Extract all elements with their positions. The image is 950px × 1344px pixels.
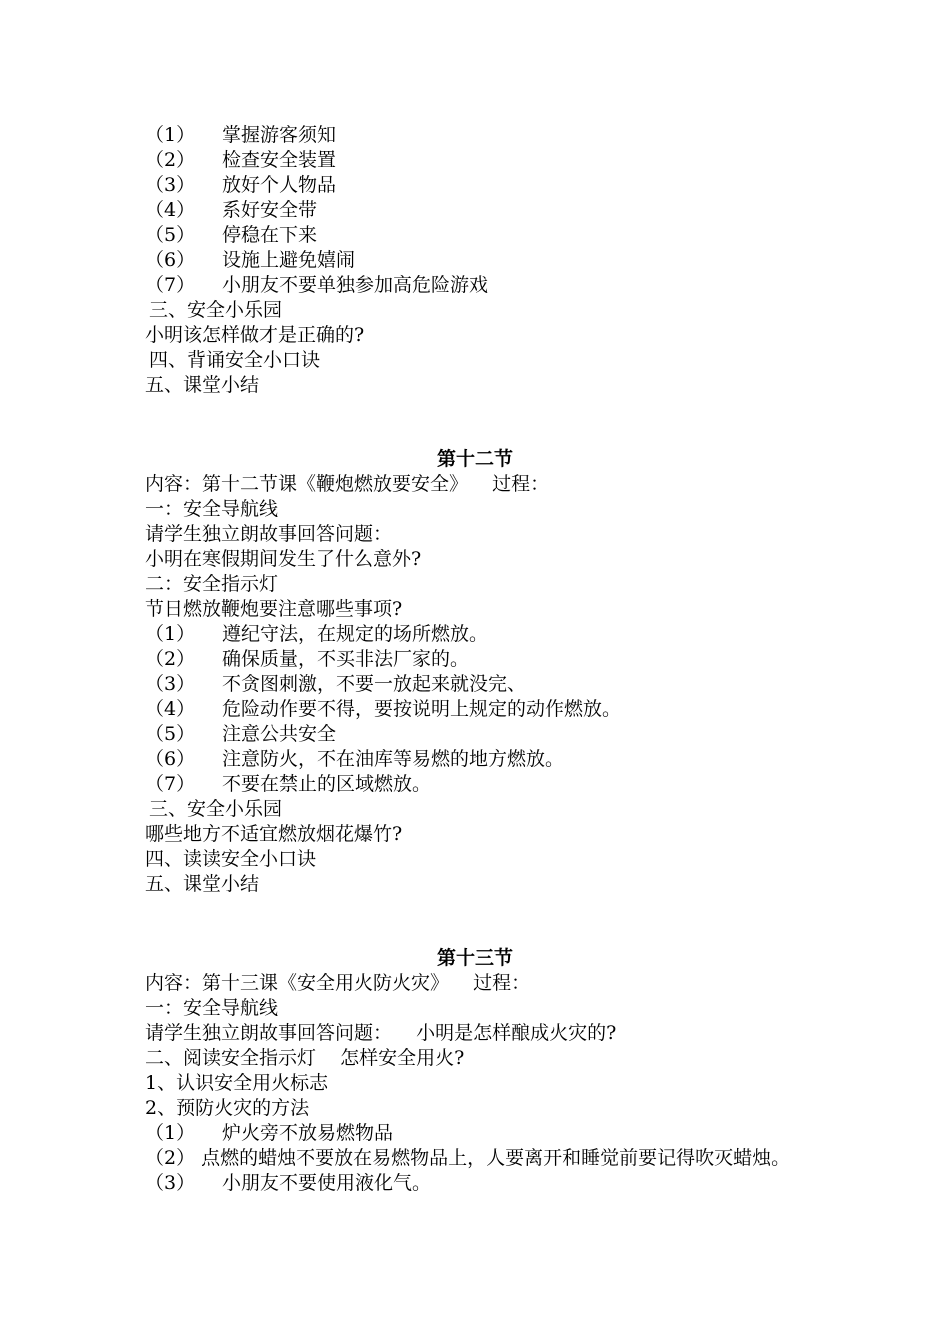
item-text: 检查安全装置: [222, 149, 337, 171]
list-item: [145, 1121, 825, 1146]
item-text: 不要在禁止的区域燃放。: [222, 773, 432, 795]
item-text: 注意防火，不在油库等易燃的地方燃放。: [222, 748, 565, 770]
item-text: 停稳在下来: [222, 224, 318, 246]
item-number: （6）: [145, 748, 196, 770]
list-item: [145, 248, 825, 273]
list-item: [145, 772, 825, 797]
item-number: （1）: [145, 623, 196, 645]
item-number: （7）: [145, 773, 196, 795]
item-number: （3）: [145, 673, 196, 695]
item-text: 掌握游客须知: [222, 124, 337, 146]
part-heading: 四、背诵安全小口诀: [149, 349, 321, 371]
sub-heading: 2、预防火灾的方法: [145, 1097, 310, 1119]
item-number: （4）: [145, 698, 196, 720]
item-number: （3）: [145, 1172, 196, 1194]
part-heading: 三、安全小乐园: [149, 798, 283, 820]
list-item: [145, 747, 825, 772]
item-number: （6）: [145, 249, 196, 271]
item-text: 小朋友不要使用液化气。: [222, 1172, 432, 1194]
document-body: [145, 123, 825, 1196]
item-number: （5）: [145, 723, 196, 745]
list-item-wrapped: （2） 点燃的蜡烛不要放在易燃物品上，人要离开和睡觉前要记得吹灭蜡烛。: [145, 1147, 791, 1169]
list-item: [145, 223, 825, 248]
part-heading: 二、阅读安全指示灯 怎样安全用火?: [145, 1047, 465, 1069]
question-text: 哪些地方不适宜燃放烟花爆竹?: [145, 823, 403, 845]
list-item: [145, 148, 825, 173]
section12: [145, 447, 825, 897]
list-item: [145, 123, 825, 148]
item-text: 注意公共安全: [222, 723, 337, 745]
list-item: [145, 622, 825, 647]
part-heading: 四、读读安全小口诀: [145, 848, 317, 870]
item-number: （3）: [145, 174, 196, 196]
item-number: （2）: [145, 149, 196, 171]
paragraph-text: 请学生独立朗故事回答问题：: [145, 523, 393, 545]
item-text: 危险动作要不得，要按说明上规定的动作燃放。: [222, 698, 622, 720]
item-number: （5）: [145, 224, 196, 246]
content-line: 内容：第十三课《安全用火防火灾》 过程：: [145, 972, 531, 994]
item-text: 不贪图刺激，不要一放起来就没完、: [222, 673, 527, 695]
item-text: 系好安全带: [222, 199, 318, 221]
paragraph-text: 请学生独立朗故事回答问题： 小明是怎样酿成火灾的?: [145, 1022, 617, 1044]
list-item: [145, 697, 825, 722]
part-heading: 一：安全导航线: [145, 997, 279, 1019]
question-text: 节日燃放鞭炮要注意哪些事项?: [145, 598, 403, 620]
section-title: 第十二节: [436, 448, 513, 470]
question-text: 小明在寒假期间发生了什么意外?: [145, 548, 422, 570]
item-number: （1）: [145, 1122, 196, 1144]
list-item: [145, 672, 825, 697]
list-item: [145, 647, 825, 672]
part-heading: 二：安全指示灯: [145, 573, 279, 595]
part-heading: 五、课堂小结: [145, 374, 260, 396]
section-spacer: [145, 398, 825, 447]
sub-heading: 1、认识安全用火标志: [145, 1072, 329, 1094]
section13: [145, 946, 825, 1196]
item-text: 放好个人物品: [222, 174, 337, 196]
question-text: 小明该怎样做才是正确的?: [145, 324, 365, 346]
item-text: 炉火旁不放易燃物品: [222, 1122, 394, 1144]
content-line: 内容：第十二节课《鞭炮燃放要安全》 过程：: [145, 473, 550, 495]
list-item: [145, 1171, 825, 1196]
item-text: 设施上避免嬉闹: [222, 249, 356, 271]
section11-tail: [145, 123, 825, 398]
item-number: （1）: [145, 124, 196, 146]
item-number: （2）: [145, 648, 196, 670]
item-number: （7）: [145, 274, 196, 296]
part-heading: 三、安全小乐园: [149, 299, 283, 321]
part-heading: 五、课堂小结: [145, 873, 260, 895]
item-number: （4）: [145, 199, 196, 221]
part-heading: 一：安全导航线: [145, 498, 279, 520]
item-text: 确保质量，不买非法厂家的。: [222, 648, 470, 670]
item-text: 遵纪守法，在规定的场所燃放。: [222, 623, 489, 645]
item-text: 小朋友不要单独参加高危险游戏: [222, 274, 489, 296]
section-spacer: [145, 897, 825, 946]
list-item: [145, 173, 825, 198]
list-item: [145, 722, 825, 747]
list-item: [145, 273, 825, 298]
section-title: 第十三节: [436, 947, 513, 969]
list-item: [145, 198, 825, 223]
